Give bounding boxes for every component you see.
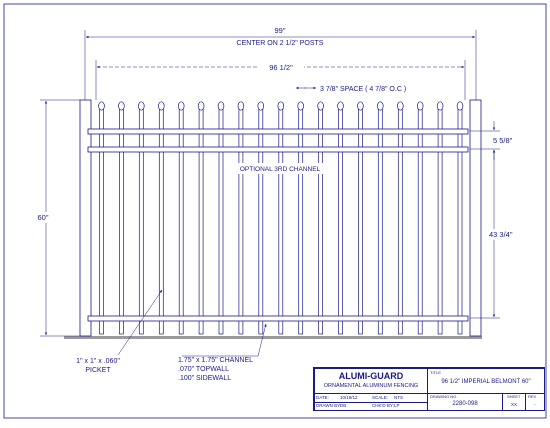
top-rail bbox=[88, 129, 468, 134]
picket bbox=[100, 109, 104, 334]
drawn-by-value: DB bbox=[340, 403, 347, 408]
drawn-by-label: DRAWN BY: bbox=[316, 403, 342, 408]
scale-label: SCALE: bbox=[372, 395, 389, 400]
checked-by-label: CHK'D BY: bbox=[372, 403, 394, 408]
picket bbox=[458, 109, 462, 334]
picket bbox=[319, 109, 323, 334]
picket-finial bbox=[278, 102, 284, 110]
picket bbox=[299, 109, 303, 334]
picket bbox=[339, 109, 343, 334]
company-subtitle: ORNAMENTAL ALUMINUM FENCING bbox=[323, 383, 419, 389]
left-post bbox=[80, 100, 91, 336]
picket bbox=[219, 109, 223, 334]
picket bbox=[398, 109, 402, 334]
channel-label-3: .100" SIDEWALL bbox=[178, 375, 232, 382]
bottom-rail bbox=[88, 316, 468, 321]
title-label: TITLE bbox=[430, 370, 441, 375]
picket bbox=[259, 109, 263, 334]
picket bbox=[119, 109, 123, 334]
channel-label-2: .070" TOPWALL bbox=[178, 366, 229, 373]
picket bbox=[438, 109, 442, 334]
date-label: DATE: bbox=[316, 395, 329, 400]
picket-label-2: PICKET bbox=[85, 367, 111, 374]
right-post bbox=[470, 100, 481, 336]
picket-finial bbox=[318, 102, 324, 110]
picket bbox=[139, 109, 143, 334]
picket-finial bbox=[338, 102, 344, 110]
overall-width-label: 99" bbox=[274, 26, 286, 35]
optional-channel-label: OPTIONAL 3RD CHANNEL bbox=[239, 166, 321, 173]
picket-finial bbox=[138, 102, 144, 110]
picket-spacing-label: 3 7/8" SPACE ( 4 7/8" O.C ) bbox=[320, 86, 407, 93]
picket bbox=[418, 109, 422, 334]
scale-value: NTS bbox=[394, 395, 403, 400]
channel-label-1: 1.75" x 1.75" CHANNEL bbox=[178, 357, 254, 364]
picket bbox=[159, 109, 163, 334]
picket-finial bbox=[119, 102, 125, 110]
date-value: 10/19/12 bbox=[340, 395, 358, 400]
drawing-no-value: 2280-098 bbox=[452, 401, 478, 407]
sheet-value: XX bbox=[510, 402, 517, 407]
rail-gap-label: 5 5/8" bbox=[493, 136, 513, 145]
picket-finial bbox=[198, 102, 204, 110]
picket-finial bbox=[397, 102, 403, 110]
picket-finial bbox=[99, 102, 105, 110]
second-rail bbox=[88, 147, 468, 152]
drawing-title: 96 1/2" IMPERIAL BELMONT 60" bbox=[441, 379, 531, 385]
picket-finial bbox=[258, 102, 264, 110]
picket bbox=[199, 109, 203, 334]
picket bbox=[378, 109, 382, 334]
picket bbox=[239, 109, 243, 334]
rail-span-label: 43 3/4" bbox=[489, 230, 513, 239]
picket-finial bbox=[218, 102, 224, 110]
height-label: 60" bbox=[37, 213, 49, 222]
picket bbox=[279, 109, 283, 334]
drawing-no-label: DRAWING NO. bbox=[430, 394, 458, 399]
picket-finial bbox=[238, 102, 244, 110]
picket-finial bbox=[417, 102, 423, 110]
picket-finial bbox=[298, 102, 304, 110]
checked-by-value: LP bbox=[394, 403, 400, 408]
company-name: ALUMI-GUARD bbox=[338, 371, 404, 381]
title-block bbox=[313, 367, 545, 411]
pickets bbox=[99, 102, 463, 334]
rev-label: REV bbox=[528, 394, 537, 399]
picket bbox=[179, 109, 183, 334]
picket-finial bbox=[377, 102, 383, 110]
picket-finial bbox=[358, 102, 364, 110]
picket-finial bbox=[178, 102, 184, 110]
rev-value: - bbox=[534, 402, 536, 407]
picket-label-1: 1" x 1" x .060" bbox=[76, 358, 120, 365]
picket-finial bbox=[437, 102, 443, 110]
picket-finial bbox=[457, 102, 463, 110]
picket-finial bbox=[158, 102, 164, 110]
panel-width-label: 96 1/2" bbox=[269, 63, 293, 72]
sheet-label: SHEET bbox=[507, 394, 521, 399]
overall-width-note: CENTER ON 2 1/2" POSTS bbox=[236, 40, 324, 47]
ground-line bbox=[64, 336, 482, 339]
picket bbox=[358, 109, 362, 334]
